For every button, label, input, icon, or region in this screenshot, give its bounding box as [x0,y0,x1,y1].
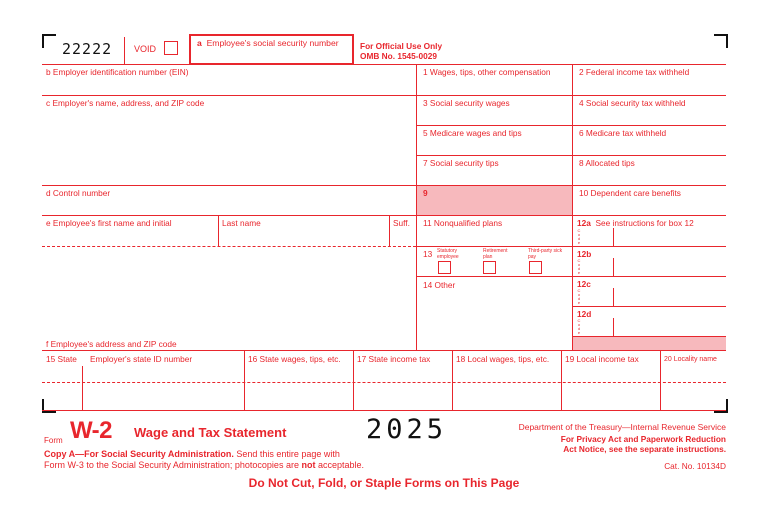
copy-a-line1: Copy A—For Social Security Administration. Send this entire page with [44,449,340,459]
box-13-label: 13 [423,249,433,259]
box-12c-label: 12c [577,279,591,289]
box-e-suffix-label: Suff. [393,218,410,228]
box-14-label: 14 Other [423,280,456,290]
control-code: 22222 [62,40,113,58]
box-15-state-id-label: Employer's state ID number [90,354,193,364]
privacy-notice-line1: For Privacy Act and Paperwork Reduction [560,434,726,444]
tax-year: 2025 [366,414,448,445]
box-10-label: 10 Dependent care benefits [579,188,681,198]
ssn-label: a Employee's social security number [197,38,339,48]
box-9-shaded [417,186,572,215]
corner-mark-top-left [42,34,56,48]
box-b-label: b Employer identification number (EIN) [46,67,189,77]
box-12a-label: 12a See instructions for box 12 [577,218,694,228]
void-label: VOID [134,44,157,54]
box-8-label: 8 Allocated tips [579,158,635,168]
third-party-sick-pay-checkbox[interactable] [529,261,542,274]
box-18-label: 18 Local wages, tips, etc. [456,354,550,364]
form-word: Form [44,436,63,445]
box-20-label: 20 Locality name [664,356,717,363]
box-e-first-label: e Employee's first name and initial [46,218,172,228]
box-12b-label: 12b [577,249,592,259]
statutory-employee-checkbox[interactable] [438,261,451,274]
box-c-label: c Employer's name, address, and ZIP code [46,98,205,108]
box-17-label: 17 State income tax [357,354,431,364]
box-11-label: 11 Nonqualified plans [423,218,503,228]
retirement-plan-label: Retirement plan [483,248,508,260]
department-line: Department of the Treasury—Internal Revenue Service [518,422,726,432]
privacy-notice-line2: Act Notice, see the separate instructions. [563,444,726,454]
box-4-label: 4 Social security tax withheld [579,98,686,108]
box-12d-shaded-strip [573,337,726,350]
box-f-label: f Employee's address and ZIP code [46,339,177,349]
form-name-w2: W-2 [70,417,113,444]
box-7-label: 7 Social security tips [423,158,499,168]
box-9-label: 9 [423,188,428,198]
box-3-label: 3 Social security wages [423,98,510,108]
copy-a-line2: Form W-3 to the Social Security Administration; photocopies are not acceptable. [44,460,364,470]
corner-mark-top-right [714,34,728,48]
omb-number: OMB No. 1545-0029 [360,51,438,61]
retirement-plan-checkbox[interactable] [483,261,496,274]
box-1-label: 1 Wages, tips, other compensation [423,67,551,77]
catalog-number: Cat. No. 10134D [664,461,726,471]
void-checkbox[interactable] [164,41,178,55]
do-not-cut-warning: Do Not Cut, Fold, or Staple Forms on This Page [248,476,520,490]
form-title: Wage and Tax Statement [134,425,287,440]
box-15-state-label: 15 State [46,354,77,364]
box-5-label: 5 Medicare wages and tips [423,128,522,138]
box-16-label: 16 State wages, tips, etc. [248,354,341,364]
third-party-sick-pay-label: Third-party sick pay [528,248,563,260]
statutory-employee-label: Statutory employee [437,248,459,260]
box-d-label: d Control number [46,188,111,198]
box-19-label: 19 Local income tax [565,354,639,364]
box-e-last-label: Last name [222,218,261,228]
box-2-label: 2 Federal income tax withheld [579,67,690,77]
box-12d-label: 12d [577,309,592,319]
official-use-label: For Official Use Only [360,41,443,51]
box-6-label: 6 Medicare tax withheld [579,128,667,138]
